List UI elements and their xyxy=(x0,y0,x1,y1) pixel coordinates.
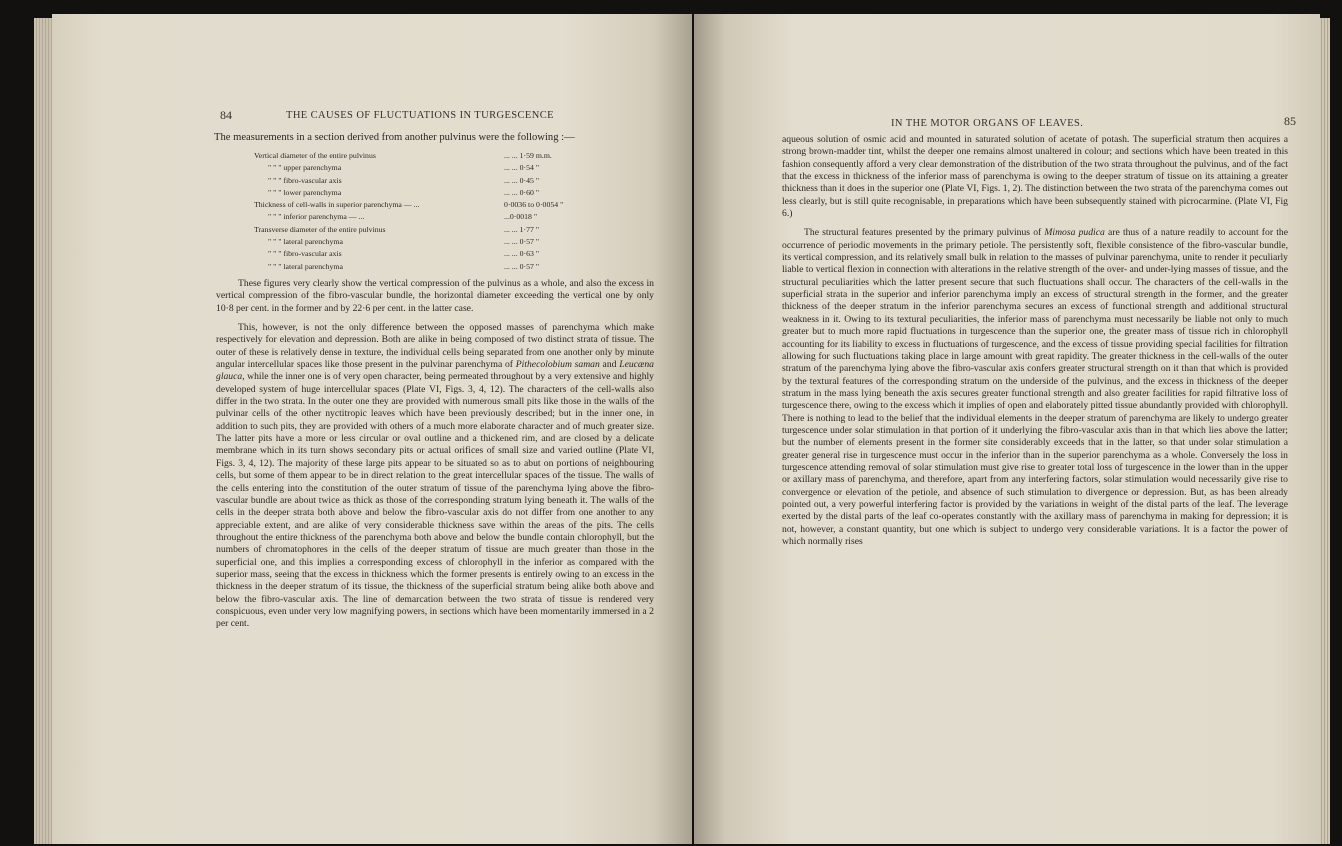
text-run: , while the inner one is of very open character, being permeated throughout by a very extensive and highly developed system of huge intercellular spaces (Plate VI, Figs. 3, 4, 12). The characters of the cell-walls also differ in the two strata. In the outer one they are provided with numerous small pits like those in the walls of the pulvinar cells of the other nyctitropic leaves which have been previously described; but in the inner one, in addition to such pits, they are provided with others of a much more elaborate character and of much greater size. The latter pits have a more or less circular or oval outline and a thickened rim, and are closed by a delicate membrane which in its turn shows secondary pits or actual orifices of small size and varied outline (Plate VI, Figs. 3, 4, 12). The majority of these large pits appear to be situated so as to abut on portions of neighbouring cells, but some of them appear to be in direct relation to the great intercellular spaces of the tissue. The walls of the cells entering into the constitution of the outer stratum of tissue of the parenchyma lying above the fibro-vascular bundle are about twice as thick as those of the corresponding stratum lying beneath it. The walls of the cells in the deeper strata both above and below the fibro-vascular axis do not differ from one another to any appreciable extent, and are alike of very considerable thickness save within the areas of the pits. The cells throughout the entire thickness of the parenchyma both above and below the bundle contain chlorophyll, but the numbers of chromatophores in the cells of the deeper stratum of tissue are much greater than those in the superficial one, and this implies a corresponding excess of chlorophyll in the inferior as compared with the superior mass, seeing that the excess in thickness which the former presents is entirely owing to an excess in the thickness in the deeper stratum of its tissue, the thickness of the superficial stratum being alike both above and below the fibro-vascular axis. The line of demarcation between the two strata of tissue is rendered very conspicuous, even under very low magnifying powers, in sections which have been momentarily immersed in a 2 per cent. xyxy=(216,371,654,630)
right-page xyxy=(694,14,1320,844)
measurement-value: ...0·0018 " xyxy=(504,212,538,222)
measurement-label: " " " fibro-vascular axis xyxy=(268,249,342,259)
measurement-value: ... ... 0·57 " xyxy=(504,237,540,247)
measurement-value: ... ... 1·77 " xyxy=(504,224,540,234)
species-name: Pithecolobium saman xyxy=(515,359,600,371)
page-number: 84 xyxy=(220,108,232,122)
measurement-value: ... ... 0·54 " xyxy=(504,163,540,173)
text-run: This, however, is not the only difference between the opposed masses of parenchyma which make respectively for elevation and depression. Both are alike in being composed of two distinct strata of tissue. The outer of these is relatively dense in texture, the individual cells being separated from one another only by minute angular intercellular spaces like those present in the pulvinar parenchyma of xyxy=(216,322,654,371)
text-run: The structural features presented by the primary pulvinus of xyxy=(804,227,1045,239)
running-head: THE CAUSES OF FLUCTUATIONS IN TURGESCENCE xyxy=(286,110,554,121)
measurement-value: ... ... 1·59 m.m. xyxy=(504,151,552,160)
right-body-text xyxy=(782,134,1288,555)
open-book xyxy=(18,4,1328,846)
measurement-value: ... ... 0·45 " xyxy=(504,175,540,185)
running-head: IN THE MOTOR ORGANS OF LEAVES. xyxy=(891,118,1084,129)
measurement-row xyxy=(254,150,614,162)
paragraph: These figures very clearly show the vertical compression of the pulvinus as a whole, and also the excess in vertical compression of the fibro-vascular bundle, the horizontal diameter exceeding the vertical one by only 10·8 per cent. in the former and by 22·6 per cent. in the latter case. xyxy=(216,278,654,314)
paragraph: aqueous solution of osmic acid and mounted in saturated solution of acetate of potash. The superficial stratum then acquires a strong brown-madder tint, whilst the deeper one remains almost unaltered in colour; and sections which have been treated in this fashion consequently afford a very clear demonstration of the distribution of the two strata throughout the pulvinus, and of the fact that the excess in thickness of the inferior mass of parenchyma is owing to the deeper stratum of tissue on its attaining a greater thickness than it does in the superior one (Plate VI, Figs. 1, 2). The distinction between the two strata of the parenchyma comes out less clearly, but is still quite recognisable, in preparations which have been subsequently stained with picrocarmine. (Plate VI, Fig 6.) xyxy=(782,134,1288,220)
measurement-row xyxy=(254,261,614,273)
measurement-label: Transverse diameter of the entire pulvinus xyxy=(254,224,386,234)
measurement-row xyxy=(254,199,614,211)
measurements-intro: The measurements in a section derived from another pulvinus were the following :— xyxy=(214,132,575,143)
measurement-label: " " " lateral parenchyma xyxy=(268,237,343,247)
measurements-table xyxy=(254,150,614,273)
measurement-value: ... ... 0·57 " xyxy=(504,261,540,271)
paragraph xyxy=(782,227,1288,548)
measurement-row xyxy=(254,224,614,236)
measurement-row xyxy=(254,175,614,187)
measurement-label: Thickness of cell-walls in superior parenchyma — ... xyxy=(254,200,420,210)
measurement-label: " " " inferior parenchyma — ... xyxy=(268,212,365,222)
measurement-row xyxy=(254,211,614,223)
measurement-label: " " " upper parenchyma xyxy=(268,163,342,173)
text-run: and xyxy=(599,359,620,371)
measurement-row xyxy=(254,187,614,199)
measurement-value: ... ... 0·60 " xyxy=(504,187,540,197)
paragraph xyxy=(216,322,654,631)
measurement-row xyxy=(254,236,614,248)
measurement-value: ... ... 0·63 " xyxy=(504,249,540,259)
left-page-edges xyxy=(34,18,54,844)
left-page xyxy=(52,14,692,844)
measurement-label: " " " fibro-vascular axis xyxy=(268,175,342,185)
species-name: Leucæna glauca xyxy=(216,359,654,383)
measurement-value: 0·0036 to 0·0054 " xyxy=(504,200,564,210)
measurement-label: " " " lateral parenchyma xyxy=(268,261,343,271)
measurement-row xyxy=(254,248,614,260)
measurement-row xyxy=(254,162,614,174)
text-run: are thus of a nature readily to account for the occurrence of periodic movements in the primary petiole. The persistently soft, flexible consistence of the fibro-vascular bundle, its vertical compression, and its relatively small bulk in relation to the masses of pulvinar parenchyma, unite to render it peculiarly liable to vertical flexion in connection with alterations in the relative strength of the over- and under-lying masses of tissue, and the structural peculiarities which the latter present secure that such fluctuations shall occur. The characters of the cell-walls in the superficial strata in the superior and inferior parenchyma imply an excess of structural strength in the former, and the greater thickness of the deeper stratum in the inferior parenchyma secures an excess of functional strength and additional structural weakness in it. Owing to its textural peculiarities, the inferior mass of parenchyma must necessarily be liable not only to much greater but to much more rapid fluctuations in turgescence than the superior one, the greater mass of tissue rich in chlorophyll accounting for its liability to excess in fluctuations of turgescence, and the excess of tissue providing special facilities for filtration allowing for such fluctuations taking place in large amount with great rapidity. The greater thickness in the cell-walls of the outer stratum of the parenchyma lying above the fibro-vascular axis confers greater structural strength on it than that which is provided by the textural features of the corresponding stratum on the underside of the pulvinus, and the excess in thickness of the deeper stratum in the mass lying beneath the axis secures greater functional strength and also greater facilities for rapid filtrative loss of turgescence there, owing to the excess which it implies of open and elaborately pitted tissue abundantly provided with chlorophyll. There is nothing to lead to the belief that the individual elements in the deeper stratum of parenchyma are likely to undergo greater turgescence under solar stimulation in that portion of it underlying the fibro-vascular axis than in that which lies above the latter; but the number of elements present in the former site considerably exceeds that in the latter, so that under solar stimulation a greater general rise in turgescence must occur in the inferior than in the superior parenchyma as a whole. Conversely the loss in turgescence attending removal of solar stimulation must give rise to greater total loss of turgescence in the lower than in the upper or axillary mass of parenchyma, and therefore, apart from any interfering factors, solar stimulation would necessarily give rise to convergence or elevation of the petiole, and absence of such stimulation to divergence or depression. But, as has been already pointed out, a very powerful interfering factor is provided by the variations in weight of the distal parts of the leaf. The leverage exerted by the distal parts of the leaf co-operates constantly with the axillary mass of parenchyma in making for depression; it is not, however, a constant quantity, but one which is subject to undergo very considerable variations. It is a factor the power of which normally rises xyxy=(782,227,1288,547)
measurement-label: Vertical diameter of the entire pulvinus xyxy=(254,151,376,160)
left-body-text xyxy=(216,278,654,638)
page-number: 85 xyxy=(1284,114,1296,128)
measurement-label: " " " lower parenchyma xyxy=(268,187,342,197)
species-name: Mimosa pudica xyxy=(1044,227,1105,239)
